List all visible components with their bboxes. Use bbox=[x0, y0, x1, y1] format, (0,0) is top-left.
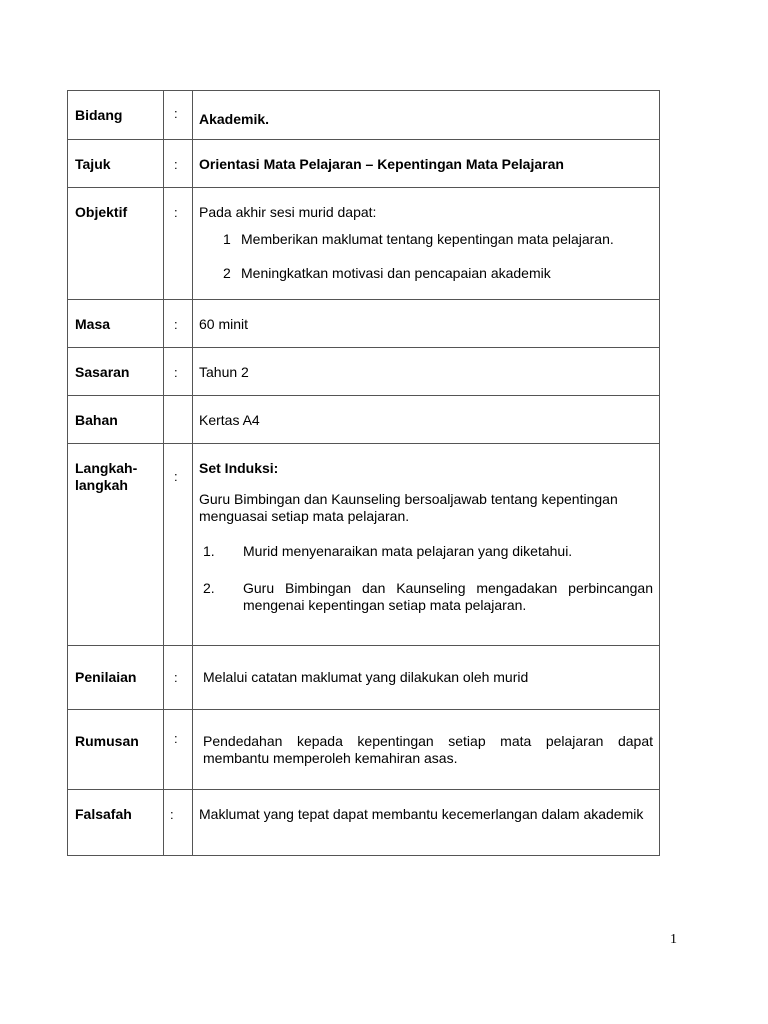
value-langkah bbox=[193, 444, 660, 646]
colon-bidang: : bbox=[164, 91, 193, 140]
colon-tajuk: : bbox=[164, 140, 193, 188]
label-penilaian: Penilaian bbox=[68, 646, 164, 710]
label-objektif: Objektif bbox=[68, 188, 164, 300]
step-text-2: Guru Bimbingan dan Kaunseling mengadakan perbincangan mengenai kepentingan setiap mata pelajaran. bbox=[243, 580, 653, 613]
colon-bahan bbox=[164, 396, 193, 444]
colon-langkah: : bbox=[164, 444, 193, 646]
langkah-intro: Guru Bimbingan dan Kaunseling bersoaljawab tentang kepentingan menguasai setiap mata pelajaran. bbox=[199, 491, 618, 524]
value-tajuk: Orientasi Mata Pelajaran – Kepentingan Mata Pelajaran bbox=[193, 140, 660, 188]
row-rumusan bbox=[68, 710, 660, 790]
lesson-plan-table bbox=[67, 90, 660, 856]
value-sasaran: Tahun 2 bbox=[193, 348, 660, 396]
objektif-list bbox=[199, 231, 653, 282]
label-masa: Masa bbox=[68, 300, 164, 348]
colon-penilaian: : bbox=[164, 646, 193, 710]
step-text-1: Murid menyenaraikan mata pelajaran yang diketahui. bbox=[243, 543, 573, 559]
colon-objektif: : bbox=[164, 188, 193, 300]
colon-masa: : bbox=[164, 300, 193, 348]
objektif-text-2: Meningkatkan motivasi dan pencapaian akademik bbox=[241, 265, 551, 281]
langkah-steps bbox=[199, 543, 653, 614]
label-falsafah: Falsafah bbox=[68, 790, 164, 856]
value-rumusan: Pendedahan kepada kepentingan setiap mata pelajaran dapat membantu memperoleh kemahiran asas. bbox=[193, 710, 660, 790]
value-objektif bbox=[193, 188, 660, 300]
list-item bbox=[199, 265, 653, 282]
page-number: 1 bbox=[670, 932, 677, 947]
label-bidang: Bidang bbox=[68, 91, 164, 140]
colon-rumusan: : bbox=[164, 710, 193, 790]
row-bahan bbox=[68, 396, 660, 444]
row-masa bbox=[68, 300, 660, 348]
objektif-num-2: 2 bbox=[223, 265, 231, 281]
step-num-1: 1. bbox=[203, 543, 215, 559]
list-item bbox=[199, 580, 653, 614]
colon-sasaran: : bbox=[164, 348, 193, 396]
row-objektif bbox=[68, 188, 660, 300]
value-bahan: Kertas A4 bbox=[193, 396, 660, 444]
row-sasaran bbox=[68, 348, 660, 396]
label-tajuk: Tajuk bbox=[68, 140, 164, 188]
value-falsafah: Maklumat yang tepat dapat membantu kecemerlangan dalam akademik bbox=[193, 790, 660, 856]
value-masa: 60 minit bbox=[193, 300, 660, 348]
label-langkah-line2: langkah bbox=[75, 477, 128, 493]
label-rumusan: Rumusan bbox=[68, 710, 164, 790]
objektif-num-1: 1 bbox=[223, 231, 231, 247]
langkah-heading: Set Induksi: bbox=[199, 460, 279, 476]
row-falsafah bbox=[68, 790, 660, 856]
objektif-text-1: Memberikan maklumat tentang kepentingan mata pelajaran. bbox=[241, 231, 614, 247]
label-langkah bbox=[68, 444, 164, 646]
colon-falsafah: : bbox=[164, 790, 193, 856]
value-penilaian: Melalui catatan maklumat yang dilakukan oleh murid bbox=[193, 646, 660, 710]
label-bahan: Bahan bbox=[68, 396, 164, 444]
label-langkah-line1: Langkah- bbox=[75, 460, 138, 476]
list-item bbox=[199, 543, 653, 560]
row-tajuk bbox=[68, 140, 660, 188]
objektif-intro: Pada akhir sesi murid dapat: bbox=[199, 204, 377, 220]
list-item bbox=[199, 231, 653, 248]
row-penilaian bbox=[68, 646, 660, 710]
step-num-2: 2. bbox=[203, 580, 215, 596]
row-langkah bbox=[68, 444, 660, 646]
label-sasaran: Sasaran bbox=[68, 348, 164, 396]
row-bidang bbox=[68, 91, 660, 140]
value-bidang: Akademik. bbox=[193, 91, 660, 140]
